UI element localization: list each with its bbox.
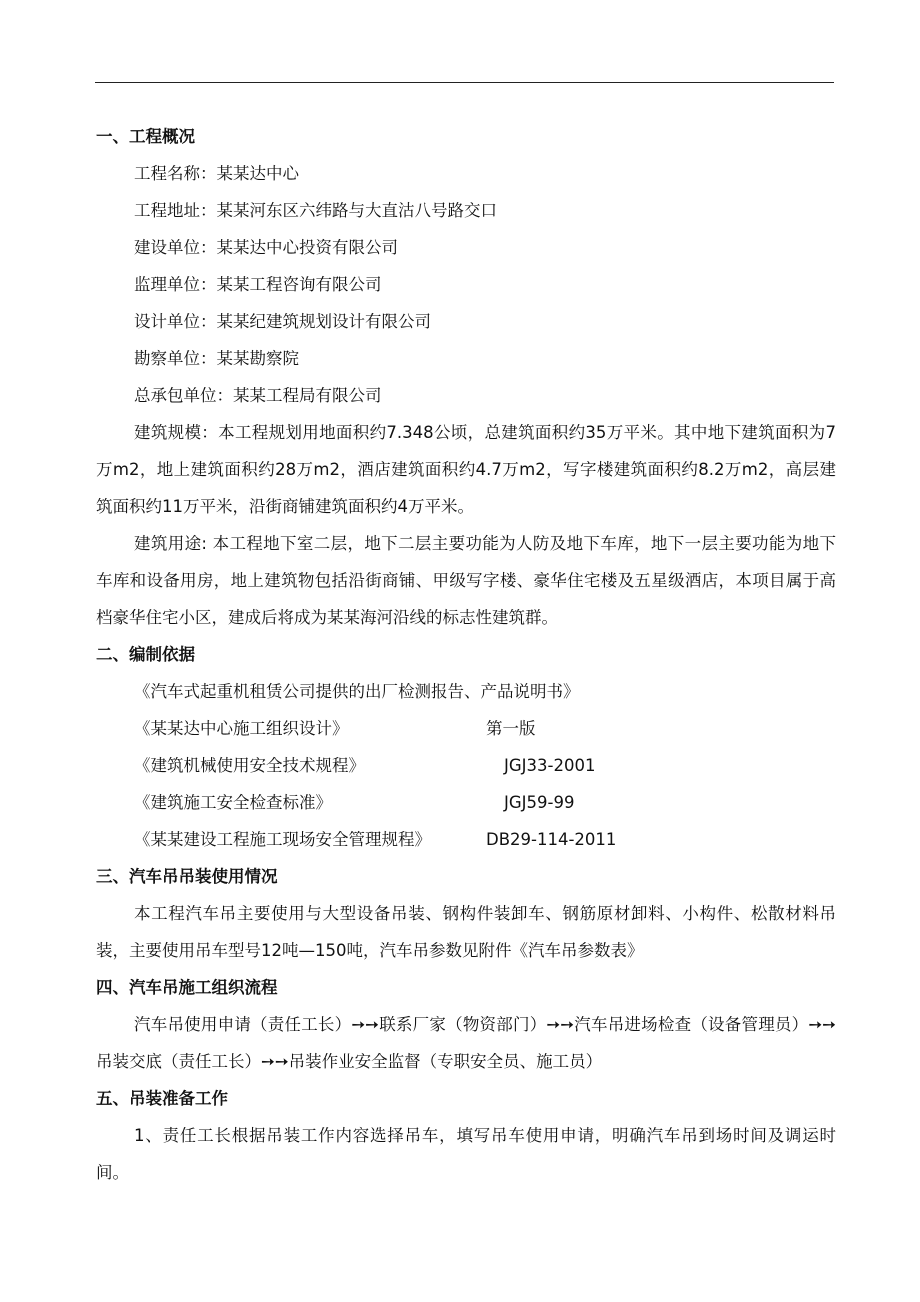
- survey-unit: 勘察单位：某某勘察院: [134, 349, 299, 368]
- general-contractor: 总承包单位：某某工程局有限公司: [134, 386, 382, 405]
- section-heading-overview: 一、工程概况: [96, 127, 195, 146]
- reference-code: DB29-114-2011: [486, 830, 617, 849]
- reference-title: 《建筑机械使用安全技术规程》: [134, 756, 365, 775]
- building-scale-paragraph: 建筑规模：本工程规划用地面积约7.348公顷，总建筑面积约35万平米。其中地下建筑面积为7万m2，地上建筑面积约28万m2，酒店建筑面积约4.7万m2，写字楼建筑面积约8.2万m2，高层建筑面积约11万平米，沿街商铺建筑面积约4万平米。: [96, 423, 836, 516]
- reference-code: JGJ33-2001: [504, 756, 596, 775]
- section-heading-crane-usage: 三、汽车吊吊装使用情况: [96, 867, 278, 886]
- reference-item: [96, 747, 836, 784]
- section-heading-basis: 二、编制依据: [96, 645, 195, 664]
- reference-item: [96, 710, 836, 747]
- supervision-unit: 监理单位：某某工程咨询有限公司: [134, 275, 382, 294]
- reference-title: 《某某达中心施工组织设计》: [134, 719, 349, 738]
- reference-title: 《某某建设工程施工现场安全管理规程》: [134, 830, 431, 849]
- process-flow-paragraph: 汽车吊使用申请（责任工长）➙➙联系厂家（物资部门）➙➙汽车吊进场检查（设备管理员）➙➙吊装交底（责任工长）➙➙吊装作业安全监督（专职安全员、施工员）: [96, 1015, 836, 1071]
- reference-item: [96, 821, 836, 858]
- reference-title: 《建筑施工安全检查标准》: [134, 793, 332, 812]
- building-usage-paragraph: 建筑用途: 本工程地下室二层，地下二层主要功能为人防及地下车库，地下一层主要功能为地下车库和设备用房，地上建筑物包括沿街商铺、甲级写字楼、豪华住宅楼及五星级酒店，本项目属于高档豪华住宅小区，建成后将成为某某海河沿线的标志性建筑群。: [96, 534, 836, 627]
- reference-item: [96, 673, 836, 710]
- reference-code: JGJ59-99: [504, 793, 575, 812]
- project-address: 工程地址：某某河东区六纬路与大直沽八号路交口: [134, 201, 497, 220]
- section-heading-process: 四、汽车吊施工组织流程: [96, 978, 278, 997]
- reference-code: 第一版: [486, 719, 536, 738]
- header-rule: [95, 82, 834, 83]
- reference-title: 《汽车式起重机租赁公司提供的出厂检测报告、产品说明书》: [134, 682, 580, 701]
- section-heading-preparation: 五、吊装准备工作: [96, 1089, 228, 1108]
- project-name: 工程名称：某某达中心: [134, 164, 299, 183]
- construction-unit: 建设单位：某某达中心投资有限公司: [134, 238, 398, 257]
- design-unit: 设计单位：某某纪建筑规划设计有限公司: [134, 312, 431, 331]
- preparation-paragraph: 1、责任工长根据吊装工作内容选择吊车，填写吊车使用申请，明确汽车吊到场时间及调运时间。: [96, 1126, 836, 1182]
- reference-item: [96, 784, 836, 821]
- crane-usage-paragraph: 本工程汽车吊主要使用与大型设备吊装、钢构件装卸车、钢筋原材卸料、小构件、松散材料吊装，主要使用吊车型号12吨—150吨，汽车吊参数见附件《汽车吊参数表》: [96, 904, 836, 960]
- document-body: [96, 118, 836, 1191]
